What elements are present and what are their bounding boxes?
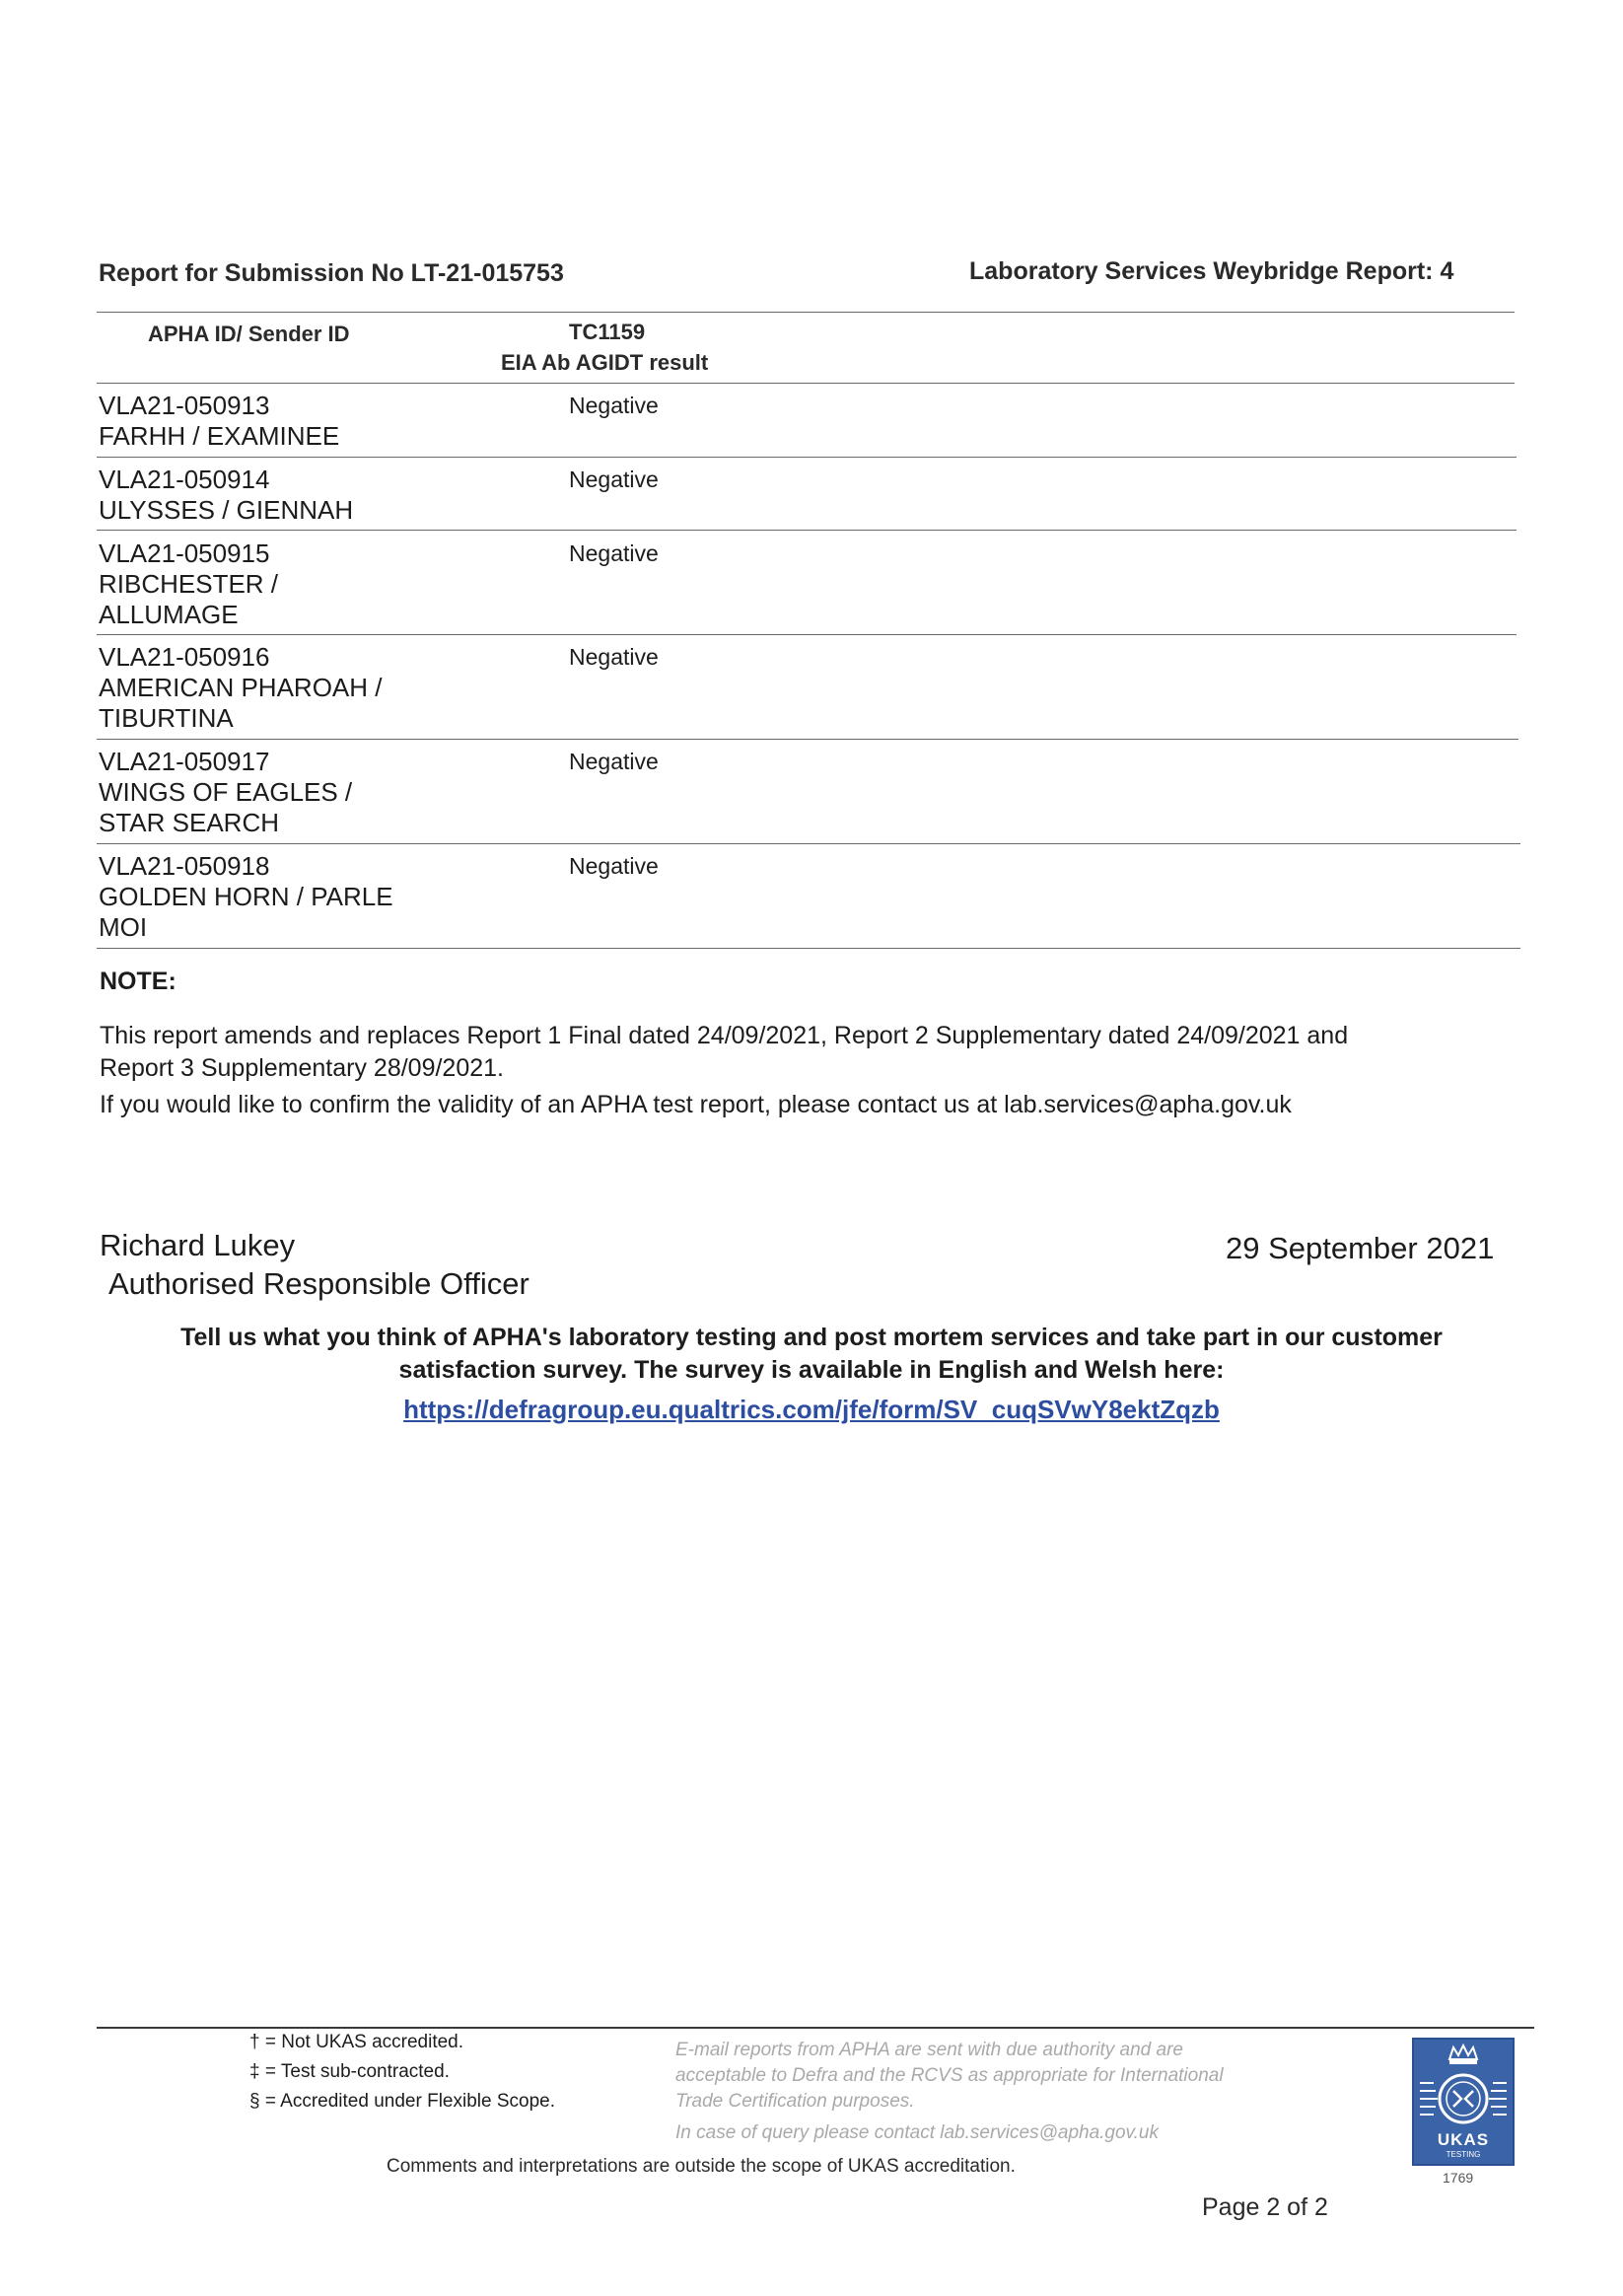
footer-disclaimer (675, 2038, 1224, 2146)
test-result: Negative (569, 749, 659, 774)
note-heading: NOTE: (100, 968, 176, 995)
report-number: Laboratory Services Weybridge Report: 4 (969, 257, 1454, 285)
ukas-number: 1769 (1443, 2170, 1474, 2186)
column-header-test-code: TC1159 (569, 320, 646, 344)
table-top-rule (97, 312, 1515, 313)
table-bottom-rule (97, 948, 1520, 949)
test-result: Negative (569, 644, 659, 670)
signatory-title: Authorised Responsible Officer (108, 1266, 529, 1301)
submission-title: Report for Submission No LT-21-015753 (99, 259, 564, 287)
sample-id: VLA21-050917 WINGS OF EAGLES / STAR SEARCH (99, 747, 353, 837)
row-divider (97, 457, 1517, 458)
ukas-label: UKAS (1437, 2130, 1490, 2149)
query-contact: In case of query please contact lab.services@apha.gov.uk (675, 2122, 1159, 2143)
sample-id: VLA21-050916 AMERICAN PHAROAH / TIBURTINA (99, 642, 383, 733)
survey-link[interactable]: https://defragroup.eu.qualtrics.com/jfe/form/SV_cuqSVwY8ektZqzb (403, 1395, 1220, 1424)
sample-id: VLA21-050913 FARHH / EXAMINEE (99, 391, 340, 451)
ukas-scope-note: Comments and interpretations are outside the scope of UKAS accreditation. (387, 2156, 1016, 2177)
note-line: Report 3 Supplementary 28/09/2021. (100, 1054, 504, 1082)
ukas-sublabel: TESTING (1446, 2150, 1481, 2159)
test-result: Negative (569, 540, 659, 566)
survey-line: satisfaction survey. The survey is available in English and Welsh here: (398, 1356, 1225, 1384)
disclaimer-line: acceptable to Defra and the RCVS as appropriate for International (675, 2065, 1224, 2086)
test-result: Negative (569, 466, 659, 492)
note-validity-line: If you would like to confirm the validity of an APHA test report, please contact us at lab.services@apha.gov.uk (100, 1091, 1292, 1118)
survey-line: Tell us what you think of APHA's laboratory testing and post mortem services and take part in our customer (180, 1324, 1443, 1351)
legend-sub-contracted: ‡ = Test sub-contracted. (249, 2061, 450, 2082)
sample-id: VLA21-050918 GOLDEN HORN / PARLE MOI (99, 851, 393, 942)
table-header-rule (97, 383, 1515, 384)
report-date: 29 September 2021 (1226, 1231, 1495, 1265)
column-header-test-name: EIA Ab AGIDT result (501, 350, 709, 375)
survey-link-container (99, 1395, 1524, 1425)
sample-id: VLA21-050914 ULYSSES / GIENNAH (99, 465, 354, 525)
sample-id: VLA21-050915 RIBCHESTER / ALLUMAGE (99, 538, 279, 629)
column-header-id: APHA ID/ Sender ID (148, 322, 350, 346)
test-result: Negative (569, 393, 659, 418)
row-divider (97, 530, 1517, 531)
row-divider (97, 634, 1517, 635)
survey-text (99, 1322, 1524, 1387)
signatory-name: Richard Lukey (100, 1228, 296, 1262)
row-divider (97, 739, 1518, 740)
legend-not-accredited: † = Not UKAS accredited. (249, 2032, 464, 2052)
test-result: Negative (569, 853, 659, 879)
legend-flexible-scope: § = Accredited under Flexible Scope. (249, 2091, 555, 2112)
disclaimer-line: E-mail reports from APHA are sent with due authority and are (675, 2040, 1183, 2060)
footer-legend (249, 2028, 555, 2117)
page-number: Page 2 of 2 (1202, 2193, 1328, 2221)
disclaimer-line: Trade Certification purposes. (675, 2091, 915, 2112)
row-divider (97, 843, 1520, 844)
note-line: This report amends and replaces Report 1 Final dated 24/09/2021, Report 2 Supplementary dated 24/09/2021 and (100, 1022, 1349, 1049)
ukas-logo (1412, 2038, 1515, 2166)
